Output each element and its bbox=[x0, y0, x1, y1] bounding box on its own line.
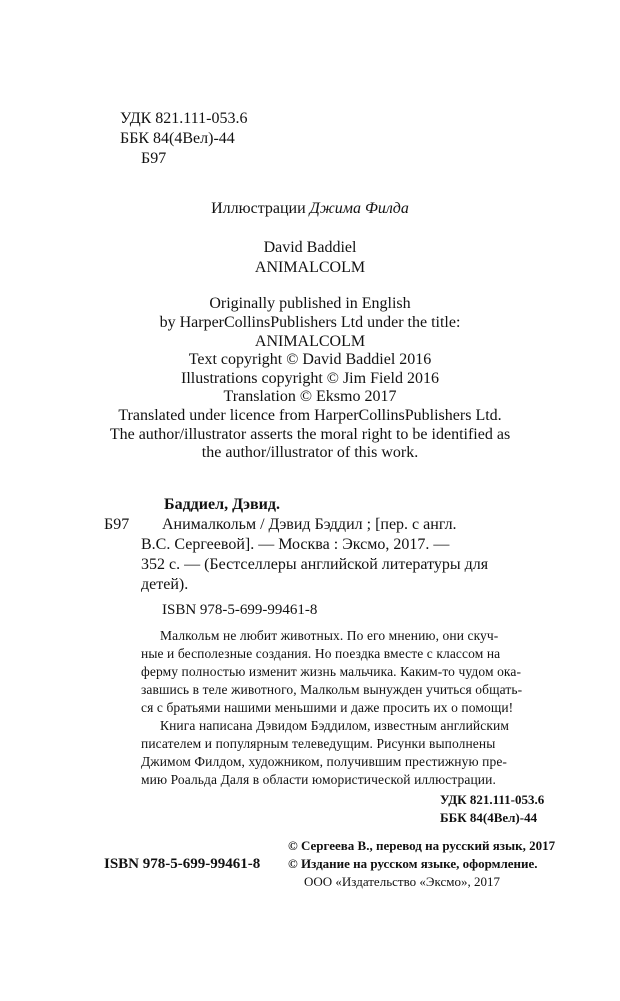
annotation-bbk: ББК 84(4Вел)-44 bbox=[440, 810, 538, 825]
annotation-line: ные и бесполезные создания. Но поездка вместе с классом на bbox=[141, 646, 501, 661]
annotation-line: писателем и популярным телеведущим. Рисунки выполнены bbox=[141, 736, 496, 751]
illustrations-prefix: Иллюстрации bbox=[211, 200, 306, 217]
udk-code: УДК 821.111-053.6 bbox=[120, 110, 248, 127]
annotation-line: мию Роальда Даля в области юмористической иллюстрации. bbox=[141, 772, 496, 787]
catalog-mark: Б97 bbox=[104, 516, 130, 533]
catalog-entry-line: детей). bbox=[141, 576, 189, 593]
rights-line: ANIMALCOLM bbox=[254, 333, 366, 350]
rights-line: the author/illustrator of this work. bbox=[201, 444, 419, 461]
annotation-udk: УДК 821.111-053.6 bbox=[440, 792, 545, 807]
annotation-line: Малкольм не любит животных. По его мнению, они скуч- bbox=[160, 628, 499, 643]
annotation-line: Джимом Филдом, художником, получившим престижную пре- bbox=[141, 754, 508, 769]
rights-line: Illustrations copyright © Jim Field 2016 bbox=[181, 370, 439, 387]
rights-line: Originally published in English bbox=[209, 295, 411, 312]
author-mark: Б97 bbox=[141, 150, 167, 167]
copyright-line: ООО «Издательство «Эксмо», 2017 bbox=[304, 874, 500, 889]
copyright-line: © Сергеева В., перевод на русский язык, 2017 bbox=[288, 838, 556, 853]
catalog-heading: Баддиел, Дэвид. bbox=[164, 496, 280, 513]
illustrator-name: Джима Филда bbox=[309, 200, 409, 217]
rights-line: Translated under licence from HarperCollinsPublishers Ltd. bbox=[118, 407, 502, 424]
rights-line: by HarperCollinsPublishers Ltd under the title: bbox=[159, 314, 461, 331]
annotation-line: завшись в теле животного, Малкольм вынужден учиться общать- bbox=[141, 682, 523, 697]
catalog-entry-line: Анималкольм / Дэвид Бэддил ; [пер. с англ. bbox=[162, 516, 457, 533]
original-title: ANIMALCOLM bbox=[254, 259, 366, 276]
footer-isbn: ISBN 978-5-699-99461-8 bbox=[104, 856, 261, 872]
copyright-line: © Издание на русском языке, оформление. bbox=[288, 856, 538, 871]
bbk-code: ББК 84(4Вел)-44 bbox=[120, 130, 235, 147]
annotation-line: ся с братьями нашими меньшими и даже просить их о помощи! bbox=[141, 700, 514, 715]
annotation-line: Книга написана Дэвидом Бэддилом, известным английским bbox=[160, 718, 509, 733]
rights-line: Translation © Eksmo 2017 bbox=[223, 388, 397, 405]
catalog-entry-line: 352 с. — (Бестселлеры английской литературы для bbox=[141, 556, 489, 573]
illustrations-credit bbox=[0, 200, 620, 218]
rights-line: The author/illustrator asserts the moral right to be identified as bbox=[109, 426, 511, 443]
original-author: David Baddiel bbox=[263, 239, 357, 256]
catalog-entry-line: В.С. Сергеевой]. — Москва : Эксмо, 2017. — bbox=[141, 536, 450, 553]
catalog-isbn: ISBN 978-5-699-99461-8 bbox=[162, 602, 318, 618]
rights-line: Text copyright © David Baddiel 2016 bbox=[188, 351, 432, 368]
annotation-line: ферму полностью изменит жизнь мальчика. Каким-то чудом ока- bbox=[141, 664, 522, 679]
